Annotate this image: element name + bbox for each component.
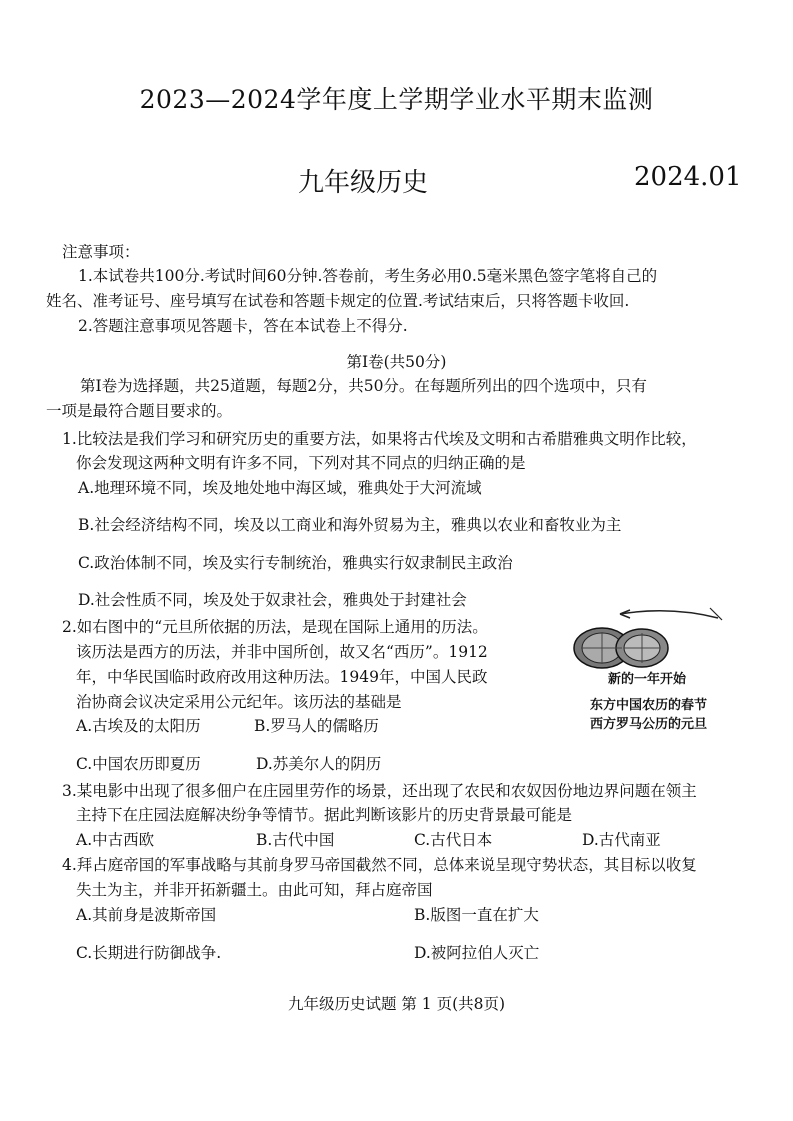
- q2-option-c: C.中国农历即夏历: [76, 755, 201, 773]
- q2-stem-line-3: 年，中华民国临时政府改用这种历法。1949年，中国人民政: [76, 668, 488, 686]
- page-footer: 九年级历史试题 第 1 页(共8页): [287, 995, 506, 1013]
- q3-option-b: B.古代中国: [256, 831, 335, 849]
- q1-option-d: D.社会性质不同，埃及处于奴隶社会，雅典处于封建社会: [78, 591, 467, 609]
- exam-title: 2023—2024学年度上学期学业水平期末监测: [139, 85, 654, 114]
- notice-item-1-line-1: 1.本试卷共100分.考试时间60分钟.答卷前，考生务必用0.5毫米黑色签字笔将自己的: [78, 267, 658, 285]
- q4-stem-line-2: 失土为主，并非开拓新疆土。由此可知，拜占庭帝国: [76, 881, 433, 899]
- q1-option-b: B.社会经济结构不同，埃及以工商业和海外贸易为主，雅典以农业和畜牧业为主: [78, 516, 622, 534]
- figure-caption-3: 西方罗马公历的元旦: [590, 717, 708, 732]
- q1-option-a: A.地理环境不同，埃及地处地中海区域，雅典处于大河流域: [78, 479, 482, 497]
- q2-option-a: A.古埃及的太阳历: [76, 717, 201, 735]
- q1-stem-line-1: 1.比较法是我们学习和研究历史的重要方法，如果将古代埃及文明和古希腊雅典文明作比较，: [62, 430, 697, 448]
- section-intro-line-2: 一项是最符合题目要求的。: [46, 402, 233, 420]
- notice-item-1-line-2: 姓名、准考证号、座号填写在试卷和答题卡规定的位置.考试结束后，只将答题卡收回.: [46, 292, 630, 310]
- q2-stem-line-4: 治协商会议决定采用公元纪年。该历法的基础是: [76, 693, 402, 711]
- notice-heading: 注意事项：: [62, 243, 140, 261]
- calendar-figure: [560, 602, 744, 738]
- q3-option-d: D.古代南亚: [582, 831, 661, 849]
- calendar-illustration: [560, 602, 744, 672]
- figure-caption-2: 东方中国农历的春节: [590, 698, 708, 713]
- q2-option-d: D.苏美尔人的阴历: [256, 755, 382, 773]
- q1-stem-line-2: 你会发现这两种文明有许多不同，下列对其不同点的归纳正确的是: [76, 454, 526, 472]
- section-intro-line-1: 第Ⅰ卷为选择题，共25道题，每题2分，共50分。在每题所列出的四个选项中，只有: [80, 377, 647, 395]
- q3-option-c: C.古代日本: [414, 831, 493, 849]
- q4-option-a: A.其前身是波斯帝国: [76, 906, 217, 924]
- figure-caption-1: 新的一年开始: [608, 672, 687, 687]
- q3-stem-line-2: 主持下在庄园法庭解决纷争等情节。据此判断该影片的历史背景最可能是: [76, 806, 573, 824]
- q3-stem-line-1: 3.某电影中出现了很多佃户在庄园里劳作的场景，还出现了农民和农奴因份地边界问题在领主: [62, 782, 697, 800]
- q2-option-b: B.罗马人的儒略历: [254, 717, 379, 735]
- subject-title: 九年级历史: [298, 168, 429, 198]
- q3-option-a: A.中古西欧: [76, 831, 155, 849]
- q2-stem-line-2: 该历法是西方的历法，并非中国所创，故又名“西历”。1912: [76, 643, 488, 661]
- q4-option-d: D.被阿拉伯人灭亡: [414, 944, 540, 962]
- exam-date: 2024.01: [634, 162, 742, 192]
- q4-stem-line-1: 4.拜占庭帝国的军事战略与其前身罗马帝国截然不同，总体来说呈现守势状态，其目标以收复: [62, 856, 697, 874]
- q1-option-c: C.政治体制不同，埃及实行专制统治，雅典实行奴隶制民主政治: [78, 554, 513, 572]
- section-title: 第Ⅰ卷(共50分): [346, 353, 447, 371]
- q2-stem-line-1: 2.如右图中的“元旦所依据的历法，是现在国际上通用的历法。: [62, 618, 488, 636]
- q4-option-b: B.版图一直在扩大: [414, 906, 539, 924]
- q4-option-c: C.长期进行防御战争.: [76, 944, 222, 962]
- notice-item-2: 2.答题注意事项见答题卡，答在本试卷上不得分.: [78, 317, 408, 335]
